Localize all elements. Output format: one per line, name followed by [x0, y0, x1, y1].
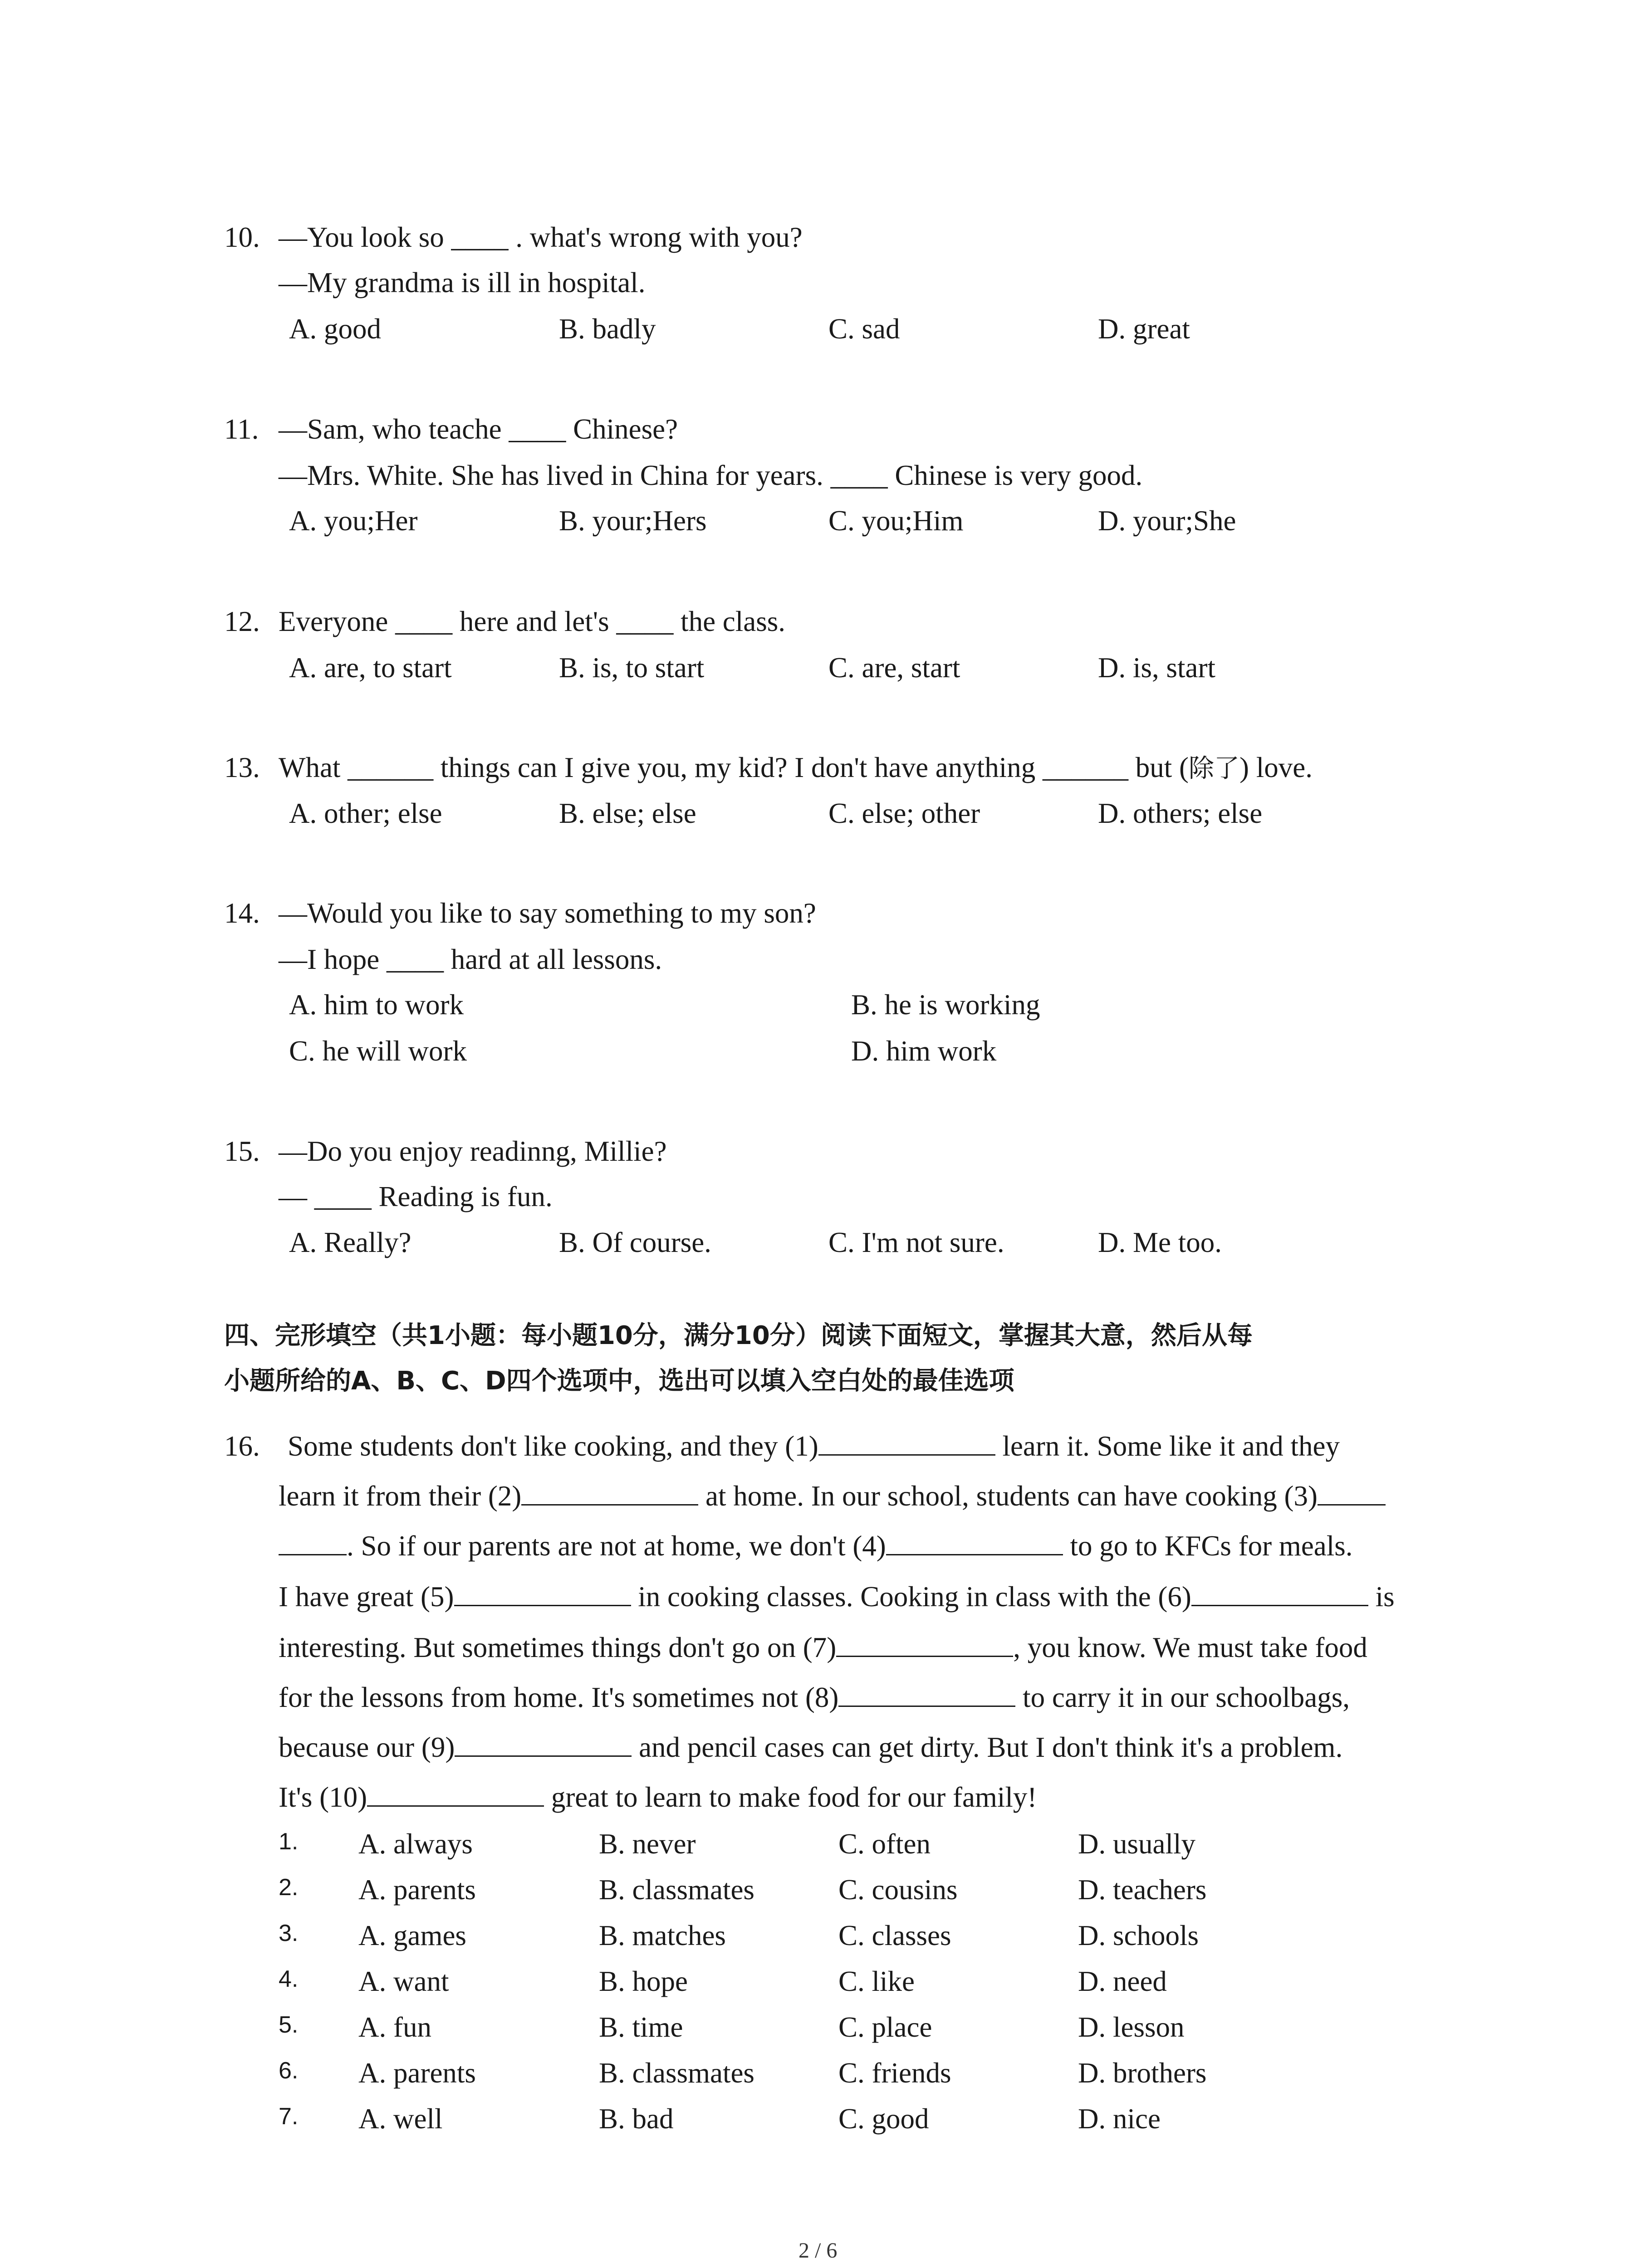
passage-line: learn it from their (2) at home. In our school, students can have cooking (3): [279, 1478, 1386, 1514]
question-number: 12.: [224, 606, 260, 637]
option-b: B. never: [599, 1828, 696, 1860]
option-c: C. place: [838, 2011, 932, 2043]
option-a: A. you;Her: [289, 505, 418, 537]
option-b: B. your;Hers: [559, 505, 707, 537]
answer-blank: [818, 1428, 995, 1456]
option-c: C. are, start: [828, 652, 960, 684]
question-stem: —Sam, who teache ____ Chinese?: [279, 413, 678, 445]
question-stem: —Would you like to say something to my son?: [279, 897, 816, 929]
option-c: C. cousins: [838, 1874, 958, 1906]
question-number: 10.: [224, 221, 260, 253]
passage-line: for the lessons from home. It's sometimes not (8) to carry it in our schoolbags,: [279, 1679, 1350, 1716]
sub-question-number: 3.: [279, 1920, 299, 1946]
option-d: D. usually: [1078, 1828, 1195, 1860]
option-c: C. good: [838, 2103, 929, 2135]
sub-question-number: 1.: [279, 1828, 299, 1855]
option-c: C. I'm not sure.: [828, 1227, 1004, 1258]
question-stem: What ______ things can I give you, my kid? I don't have anything ______ but (除了) love.: [279, 752, 1313, 783]
option-d: D. need: [1078, 1965, 1167, 1997]
answer-blank: [886, 1528, 1063, 1555]
section-heading: 小题所给的A、B、C、D四个选项中，选出可以填入空白处的最佳选项: [224, 1366, 1014, 1396]
option-b: B. time: [599, 2011, 683, 2043]
answer-blank: [836, 1629, 1013, 1657]
option-d: D. Me too.: [1098, 1227, 1222, 1258]
option-a: A. well: [358, 2103, 443, 2135]
sub-question-number: 5.: [279, 2012, 299, 2038]
answer-blank: [279, 1528, 347, 1555]
option-a: A. parents: [358, 1874, 476, 1906]
option-a: A. good: [289, 313, 381, 345]
question-stem: —Mrs. White. She has lived in China for years. ____ Chinese is very good.: [279, 459, 1143, 491]
sub-question-number: 4.: [279, 1966, 299, 1992]
question-stem: Everyone ____ here and let's ____ the class.: [279, 606, 786, 637]
answer-blank: [454, 1579, 631, 1606]
option-b: B. hope: [599, 1965, 688, 1997]
question-number: 16.: [224, 1430, 260, 1462]
question-number: 14.: [224, 897, 260, 929]
option-b: B. bad: [599, 2103, 674, 2135]
question-stem: —I hope ____ hard at all lessons.: [279, 943, 662, 975]
option-a: A. other; else: [289, 797, 442, 829]
page-number: 2 / 6: [798, 2239, 838, 2263]
option-d: D. your;She: [1098, 505, 1236, 537]
passage-line: interesting. But sometimes things don't go on (7) , you know. We must take food: [279, 1629, 1367, 1666]
option-a: A. parents: [358, 2057, 476, 2089]
question-number: 11.: [224, 413, 259, 445]
option-c: C. you;Him: [828, 505, 964, 537]
option-d: D. lesson: [1078, 2011, 1185, 2043]
answer-blank: [1191, 1579, 1368, 1606]
question-number: 15.: [224, 1135, 260, 1167]
option-b: B. he is working: [851, 989, 1040, 1021]
option-c: C. often: [838, 1828, 931, 1860]
passage-line: Some students don't like cooking, and they (1) learn it. Some like it and they: [288, 1428, 1340, 1464]
option-d: D. schools: [1078, 1920, 1199, 1951]
option-b: B. classmates: [599, 1874, 754, 1906]
question-stem: —You look so ____ . what's wrong with you?: [279, 221, 803, 253]
answer-blank: [1318, 1478, 1386, 1505]
option-b: B. badly: [559, 313, 656, 345]
option-a: A. want: [358, 1965, 449, 1997]
section-heading: 四、完形填空（共1小题：每小题10分，满分10分）阅读下面短文，掌握其大意，然后从每: [224, 1321, 1253, 1350]
passage-line: It's (10) great to learn to make food for our family!: [279, 1779, 1037, 1815]
option-a: A. Really?: [289, 1227, 411, 1258]
option-a: A. are, to start: [289, 652, 452, 684]
option-d: D. great: [1098, 313, 1190, 345]
option-c: C. else; other: [828, 797, 980, 829]
answer-blank: [838, 1679, 1015, 1707]
question-number: 13.: [224, 752, 260, 783]
option-b: B. else; else: [559, 797, 696, 829]
option-b: B. classmates: [599, 2057, 754, 2089]
option-d: D. him work: [851, 1035, 997, 1067]
passage-line: because our (9) and pencil cases can get dirty. But I don't think it's a problem.: [279, 1729, 1342, 1765]
question-stem: — ____ Reading is fun.: [279, 1181, 553, 1212]
sub-question-number: 7.: [279, 2103, 299, 2130]
option-b: B. is, to start: [559, 652, 705, 684]
option-c: C. friends: [838, 2057, 951, 2089]
option-a: A. him to work: [289, 989, 464, 1021]
option-b: B. Of course.: [559, 1227, 711, 1258]
option-c: C. he will work: [289, 1035, 467, 1067]
option-d: D. nice: [1078, 2103, 1161, 2135]
question-stem: —Do you enjoy readinng, Millie?: [279, 1135, 667, 1167]
option-c: C. like: [838, 1965, 915, 1997]
option-d: D. others; else: [1098, 797, 1263, 829]
question-stem: —My grandma is ill in hospital.: [279, 267, 646, 298]
option-c: C. sad: [828, 313, 900, 345]
option-b: B. matches: [599, 1920, 726, 1951]
answer-blank: [455, 1729, 632, 1757]
option-d: D. brothers: [1078, 2057, 1207, 2089]
option-a: A. games: [358, 1920, 466, 1951]
option-a: A. always: [358, 1828, 473, 1860]
option-d: D. is, start: [1098, 652, 1215, 684]
passage-line: I have great (5) in cooking classes. Cooking in class with the (6) is: [279, 1579, 1395, 1615]
answer-blank: [521, 1478, 698, 1505]
answer-blank: [367, 1779, 544, 1807]
option-d: D. teachers: [1078, 1874, 1207, 1906]
option-a: A. fun: [358, 2011, 431, 2043]
sub-question-number: 2.: [279, 1874, 299, 1901]
option-c: C. classes: [838, 1920, 951, 1951]
sub-question-number: 6.: [279, 2058, 299, 2084]
passage-line: . So if our parents are not at home, we don't (4) to go to KFCs for meals.: [279, 1528, 1353, 1564]
